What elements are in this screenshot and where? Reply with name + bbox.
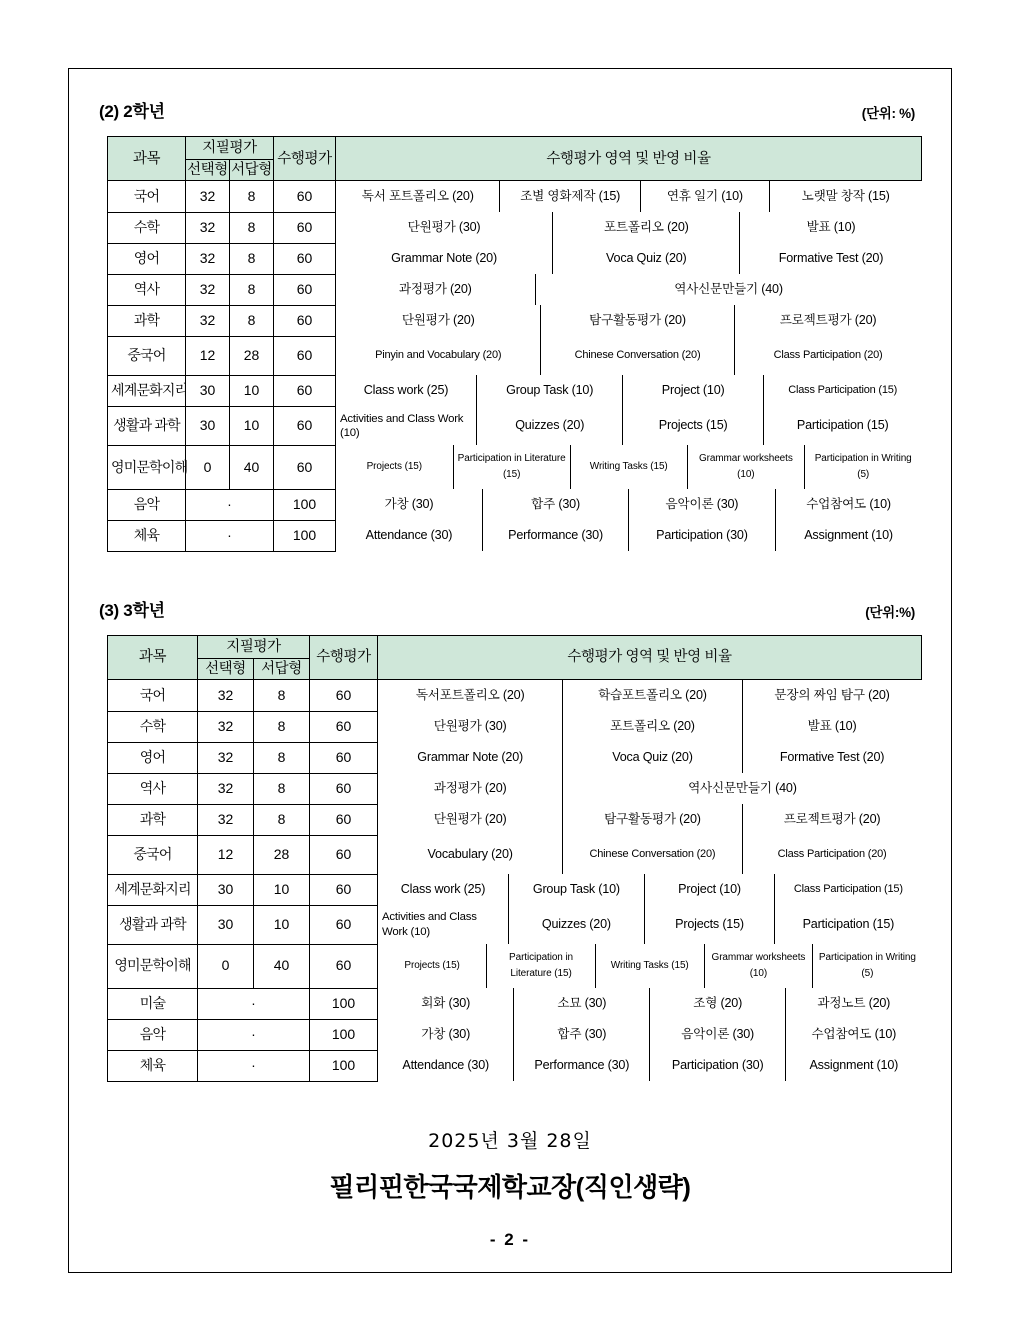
areas-subtable [378,835,922,874]
cell-subject: 역사 [108,773,198,804]
cell-select-type: 32 [198,711,254,742]
cell-performance: 100 [274,489,336,520]
cell-area-item: 과정평가 (20) [378,773,563,804]
cell-written-merged: · [198,1019,310,1050]
cell-area-item: Participation in Writing (5) [804,445,921,489]
cell-select-type: 32 [198,742,254,773]
table-row [108,874,922,905]
cell-area-item: 수업참여도 (10) [775,489,921,520]
cell-performance: 60 [310,773,378,804]
cell-subject: 체육 [108,520,186,551]
areas-subtable [378,680,922,711]
cell-area-item: 단원평가 (20) [378,804,563,835]
cell-short-answer: 10 [254,874,310,905]
cell-performance: 60 [310,680,378,712]
cell-short-answer: 40 [230,445,274,489]
cell-subject: 영미문학이해 [108,445,186,489]
cell-performance: 60 [274,274,336,305]
areas-subtable [336,181,922,212]
cell-area-item: 음악이론 (30) [650,1019,786,1050]
cell-areas [378,742,922,773]
cell-select-type: 32 [186,274,230,305]
cell-area-item: 발표 (10) [740,212,922,243]
cell-performance: 60 [310,835,378,874]
areas-subtable [378,905,922,944]
cell-area-item: 소묘 (30) [514,988,650,1019]
grade3-table-body [108,680,922,1082]
areas-subtable [336,243,922,274]
cell-short-answer: 28 [254,835,310,874]
document-footer [99,1126,921,1204]
table-row [108,680,922,712]
cell-area-item: Quizzes (20) [477,406,623,445]
cell-area-item: Chinese Conversation (20) [541,336,734,375]
cell-select-type: 30 [198,905,254,944]
table-row [108,305,922,336]
areas-subtable [336,489,922,520]
cell-short-answer: 8 [230,243,274,274]
cell-areas [336,181,922,213]
table-row [108,1019,922,1050]
cell-subject: 세계문화지리 [108,375,186,406]
col-header-areas: 수행평가 영역 및 반영 비율 [336,137,922,181]
cell-area-item: Project (10) [644,874,774,905]
cell-select-type: 32 [186,305,230,336]
cell-written-merged: · [198,1050,310,1081]
table-row [108,905,922,944]
cell-area-item: Vocabulary (20) [378,835,563,874]
cell-area-item: Chinese Conversation (20) [563,835,742,874]
col-header-select-type: 선택형 [186,160,230,181]
areas-subtable [336,336,922,375]
table-row [108,336,922,375]
table-row [108,212,922,243]
col-header-subject: 과목 [108,635,198,679]
cell-performance: 60 [310,742,378,773]
cell-area-item: Grammar worksheets (10) [687,445,804,489]
cell-area-item: Participation in Literature (15) [487,944,596,988]
cell-areas [336,336,922,375]
cell-area-item: 탐구활동평가 (20) [541,305,734,336]
cell-areas [378,680,922,712]
cell-areas [336,305,922,336]
cell-select-type: 12 [186,336,230,375]
cell-areas [378,835,922,874]
cell-area-item: 과정노트 (20) [786,988,922,1019]
col-header-written: 지필평가 [198,635,310,658]
cell-area-item: Formative Test (20) [742,742,921,773]
cell-area-item: 독서 포트폴리오 (20) [336,181,500,212]
table-row [108,835,922,874]
cell-areas [378,944,922,988]
cell-performance: 60 [310,804,378,835]
grade2-table-head [108,137,922,181]
cell-area-item: Class Participation (20) [742,835,921,874]
col-header-short-answer: 서답형 [230,160,274,181]
table-row [108,489,922,520]
cell-area-item: 독서포트폴리오 (20) [378,680,563,711]
cell-performance: 60 [274,406,336,445]
cell-subject: 과학 [108,305,186,336]
cell-area-item: Class work (25) [336,375,477,406]
cell-performance: 60 [310,874,378,905]
table-row [108,944,922,988]
section-gap [99,552,921,596]
page-content [69,69,951,1272]
table-row [108,988,922,1019]
cell-performance: 60 [274,375,336,406]
col-header-select-type: 선택형 [198,658,254,679]
cell-area-item: Grammar Note (20) [378,742,563,773]
cell-area-item: Class work (25) [378,874,508,905]
cell-areas [378,988,922,1019]
cell-area-item: Participation (30) [629,520,775,551]
cell-area-item: Attendance (30) [336,520,482,551]
cell-area-item: Project (10) [623,375,764,406]
table-row [108,406,922,445]
cell-area-item: 역사신문만들기 (40) [535,274,921,305]
section-unit-grade3: (단위:%) [865,604,915,620]
areas-subtable [336,445,922,489]
cell-short-answer: 8 [230,212,274,243]
cell-area-item: 연휴 일기 (10) [640,181,769,212]
cell-subject: 음악 [108,489,186,520]
cell-area-item: Assignment (10) [786,1050,922,1081]
cell-area-item: Projects (15) [378,944,487,988]
areas-subtable [336,305,922,336]
areas-subtable [378,874,922,905]
cell-subject: 음악 [108,1019,198,1050]
cell-area-item: Class Participation (15) [763,375,921,406]
cell-written-merged: · [186,489,274,520]
cell-subject: 영미문학이해 [108,944,198,988]
areas-subtable [378,944,922,988]
cell-areas [378,874,922,905]
cell-area-item: 포트폴리오 (20) [563,711,742,742]
cell-area-item: Participation in Writing (5) [813,944,922,988]
cell-subject: 영어 [108,243,186,274]
cell-select-type: 30 [186,375,230,406]
cell-area-item: Group Task (10) [508,874,644,905]
header-row-top [108,635,922,658]
cell-performance: 60 [274,243,336,274]
cell-subject: 미술 [108,988,198,1019]
cell-subject: 생활과 과학 [108,905,198,944]
grade2-table [107,136,922,552]
cell-area-item: Participation (15) [763,406,921,445]
header-row-top [108,137,922,160]
cell-area-item: Class Participation (15) [775,874,922,905]
cell-short-answer: 8 [254,804,310,835]
cell-area-item: Class Participation (20) [734,336,921,375]
cell-area-item: 가창 (30) [378,1019,514,1050]
cell-select-type: 32 [198,804,254,835]
cell-performance: 60 [310,944,378,988]
section-heading-grade3 [99,596,921,621]
cell-short-answer: 8 [230,274,274,305]
cell-area-item: 합주 (30) [514,1019,650,1050]
cell-area-item: Performance (30) [514,1050,650,1081]
table-row [108,243,922,274]
cell-select-type: 32 [186,243,230,274]
cell-area-item: 포트폴리오 (20) [553,212,740,243]
cell-areas [336,520,922,551]
areas-subtable [336,520,922,551]
cell-performance: 60 [274,445,336,489]
cell-area-item: 과정평가 (20) [336,274,535,305]
cell-select-type: 0 [186,445,230,489]
cell-area-item: Writing Tasks (15) [595,944,704,988]
areas-subtable [378,988,922,1019]
cell-areas [336,445,922,489]
cell-written-merged: · [198,988,310,1019]
cell-short-answer: 10 [230,406,274,445]
cell-area-item: Formative Test (20) [740,243,922,274]
cell-area-item: 발표 (10) [742,711,921,742]
cell-areas [336,375,922,406]
cell-area-item: 탐구활동평가 (20) [563,804,742,835]
cell-written-merged: · [186,520,274,551]
cell-area-item: Grammar Note (20) [336,243,553,274]
cell-area-item: 단원평가 (30) [336,212,553,243]
section-heading-grade2 [99,97,921,122]
cell-subject: 생활과 과학 [108,406,186,445]
cell-performance: 100 [310,1050,378,1081]
cell-area-item: 역사신문만들기 (40) [563,773,922,804]
cell-areas [378,804,922,835]
cell-performance: 60 [274,305,336,336]
cell-subject: 중국어 [108,336,186,375]
cell-area-item: Performance (30) [482,520,628,551]
col-header-short-answer: 서답형 [254,658,310,679]
areas-subtable [378,773,922,804]
table-row [108,773,922,804]
areas-subtable [336,406,922,445]
cell-area-item: Pinyin and Vocabulary (20) [336,336,541,375]
cell-areas [378,1050,922,1081]
areas-subtable [378,1019,922,1050]
cell-performance: 100 [274,520,336,551]
cell-area-item: 학습포트폴리오 (20) [563,680,742,711]
areas-subtable [336,274,922,305]
cell-subject: 영어 [108,742,198,773]
cell-performance: 100 [310,988,378,1019]
document-date: 2025년 3월 28일 [428,1129,592,1152]
col-header-subject: 과목 [108,137,186,181]
cell-area-item: 문장의 짜임 탐구 (20) [742,680,921,711]
cell-performance: 60 [274,212,336,243]
cell-areas [378,711,922,742]
cell-area-item: Participation in Literature (15) [453,445,570,489]
cell-select-type: 30 [198,874,254,905]
cell-area-item: Participation (15) [775,905,922,944]
cell-performance: 60 [274,336,336,375]
areas-subtable [378,742,922,773]
cell-areas [378,1019,922,1050]
cell-short-answer: 8 [254,711,310,742]
cell-area-item: Assignment (10) [775,520,921,551]
cell-areas [336,274,922,305]
cell-areas [336,243,922,274]
cell-subject: 체육 [108,1050,198,1081]
cell-select-type: 0 [198,944,254,988]
cell-area-item: Writing Tasks (15) [570,445,687,489]
cell-subject: 국어 [108,680,198,712]
table-row [108,1050,922,1081]
cell-area-item: Participation (30) [650,1050,786,1081]
cell-short-answer: 28 [230,336,274,375]
cell-area-item: Projects (15) [336,445,453,489]
cell-short-answer: 10 [230,375,274,406]
cell-short-answer: 10 [254,905,310,944]
col-header-performance: 수행평가 [310,635,378,679]
cell-areas [336,406,922,445]
cell-area-item: Voca Quiz (20) [563,742,742,773]
areas-subtable [378,1050,922,1081]
cell-subject: 국어 [108,181,186,213]
cell-area-item: 프로젝트평가 (20) [742,804,921,835]
cell-area-item: Quizzes (20) [508,905,644,944]
cell-select-type: 32 [198,680,254,712]
cell-area-item: Activities and Class Work (10) [336,406,477,445]
col-header-written: 지필평가 [186,137,274,160]
table-row [108,520,922,551]
cell-area-item: Projects (15) [644,905,774,944]
cell-select-type: 32 [186,212,230,243]
document-signer: 필리핀한국국제학교장(직인생략) [329,1171,691,1202]
col-header-areas: 수행평가 영역 및 반영 비율 [378,635,922,679]
cell-select-type: 32 [198,773,254,804]
areas-subtable [336,375,922,406]
cell-area-item: Projects (15) [623,406,764,445]
grade3-table [107,635,922,1082]
cell-area-item: 단원평가 (30) [378,711,563,742]
grade3-table-head [108,635,922,679]
areas-subtable [336,212,922,243]
cell-select-type: 32 [186,181,230,213]
cell-subject: 세계문화지리 [108,874,198,905]
cell-select-type: 30 [186,406,230,445]
areas-subtable [378,711,922,742]
section-title-grade2: (2) 2학년 [99,102,165,121]
cell-short-answer: 8 [230,181,274,213]
cell-areas [378,905,922,944]
section-title-grade3: (3) 3학년 [99,600,165,620]
cell-areas [336,489,922,520]
cell-area-item: Attendance (30) [378,1050,514,1081]
cell-performance: 100 [310,1019,378,1050]
cell-area-item: 합주 (30) [482,489,628,520]
cell-subject: 수학 [108,212,186,243]
cell-area-item: 조별 영화제작 (15) [500,181,641,212]
cell-performance: 60 [310,711,378,742]
table-row [108,711,922,742]
cell-areas [336,212,922,243]
cell-select-type: 12 [198,835,254,874]
cell-area-item: 단원평가 (20) [336,305,541,336]
table-row [108,181,922,213]
cell-area-item: 노랫말 창작 (15) [769,181,921,212]
col-header-performance: 수행평가 [274,137,336,181]
page-frame [68,68,952,1273]
areas-subtable [378,804,922,835]
cell-performance: 60 [310,905,378,944]
cell-short-answer: 8 [254,680,310,712]
cell-subject: 중국어 [108,835,198,874]
table-row [108,742,922,773]
page-number: - 2 - [489,1230,531,1249]
cell-area-item: Group Task (10) [477,375,623,406]
cell-short-answer: 8 [254,773,310,804]
cell-subject: 과학 [108,804,198,835]
cell-subject: 수학 [108,711,198,742]
cell-short-answer: 40 [254,944,310,988]
grade2-table-body [108,181,922,552]
cell-area-item: 회화 (30) [378,988,514,1019]
cell-area-item: Voca Quiz (20) [553,243,740,274]
cell-area-item: 가창 (30) [336,489,482,520]
cell-short-answer: 8 [254,742,310,773]
cell-area-item: 수업참여도 (10) [786,1019,922,1050]
cell-subject: 역사 [108,274,186,305]
table-row [108,375,922,406]
section-unit-grade2: (단위: %) [861,106,915,121]
table-row [108,445,922,489]
cell-area-item: 프로젝트평가 (20) [734,305,921,336]
cell-area-item: 조형 (20) [650,988,786,1019]
cell-short-answer: 8 [230,305,274,336]
table-row [108,274,922,305]
cell-area-item: 음악이론 (30) [629,489,775,520]
cell-area-item: Activities and Class Work (10) [378,905,508,944]
cell-area-item: Grammar worksheets (10) [704,944,813,988]
table-row [108,804,922,835]
cell-areas [378,773,922,804]
cell-performance: 60 [274,181,336,213]
